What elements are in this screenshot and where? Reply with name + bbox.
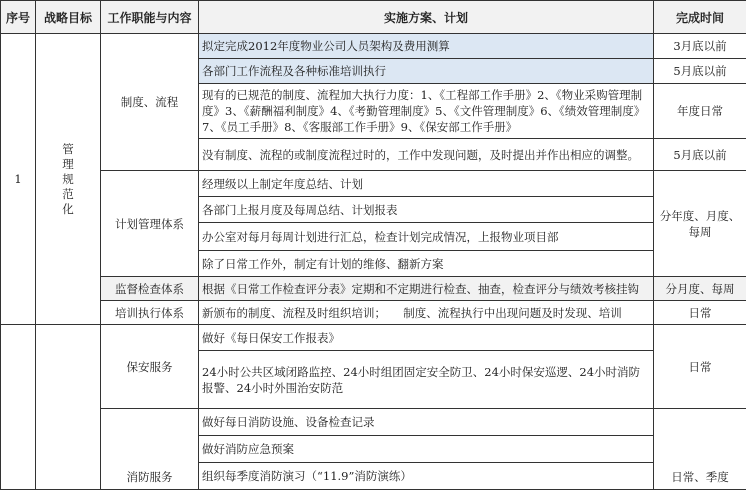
plan-cell: 各部门工作流程及各种标准培训执行 [199, 59, 654, 84]
header-goal: 战略目标 [36, 1, 101, 34]
plan-cell: 各部门上报月度及每周总结、计划报表 [199, 197, 654, 223]
time-cell: 日常、季度 [654, 409, 746, 490]
strategic-goal-cell [36, 325, 101, 490]
time-cell: 5月底以前 [654, 59, 746, 84]
header-row [1, 1, 746, 34]
plan-cell: 24小时公共区域闭路监控、24小时组团固定安全防卫、24小时保安巡逻、24小时消防报警、24小时外围治安防范 [199, 351, 654, 409]
table-row [1, 277, 746, 301]
function-cell: 保安服务 [101, 325, 199, 409]
plan-cell: 组织每季度消防演习（“11.9”消防演练） [199, 463, 654, 490]
table-row [1, 34, 746, 59]
table-row [1, 325, 746, 351]
plan-cell: 做好《每日保安工作报表》 [199, 325, 654, 351]
section-number [1, 325, 36, 490]
plan-cell: 根据《日常工作检查评分表》定期和不定期进行检查、抽查，检查评分与绩效考核挂钩 [199, 277, 654, 301]
plan-cell: 经理级以上制定年度总结、计划 [199, 171, 654, 197]
plan-cell: 没有制度、流程的或制度流程过时的，工作中发现问题，及时提出并作出相应的调整。 [199, 139, 654, 171]
plan-cell: 新颁布的制度、流程及时组织培训； 制度、流程执行中出现问题及时发现、培训 [199, 301, 654, 325]
strategic-goal-text: 管理规范化 [62, 141, 74, 216]
header-no: 序号 [1, 1, 36, 34]
header-plan: 实施方案、计划 [199, 1, 654, 34]
plan-cell: 做好每日消防设施、设备检查记录 [199, 409, 654, 436]
function-cell: 计划管理体系 [101, 171, 199, 277]
function-cell: 培训执行体系 [101, 301, 199, 325]
time-cell: 日常 [654, 301, 746, 325]
time-cell: 年度日常 [654, 84, 746, 139]
header-function: 工作职能与内容 [101, 1, 199, 34]
table-row [1, 301, 746, 325]
table-row [1, 409, 746, 436]
time-cell: 分月度、每周 [654, 277, 746, 301]
time-cell: 日常 [654, 325, 746, 409]
function-cell: 制度、流程 [101, 34, 199, 171]
plan-cell: 拟定完成2012年度物业公司人员架构及费用测算 [199, 34, 654, 59]
strategic-goal-cell [36, 34, 101, 325]
function-cell: 消防服务 [101, 409, 199, 490]
header-time: 完成时间 [654, 1, 746, 34]
time-cell: 3月底以前 [654, 34, 746, 59]
plan-cell: 除了日常工作外，制定有计划的维修、翻新方案 [199, 251, 654, 277]
time-cell: 分年度、月度、每周 [654, 171, 746, 277]
function-cell: 监督检查体系 [101, 277, 199, 301]
plan-cell: 做好消防应急预案 [199, 436, 654, 463]
table-row [1, 171, 746, 197]
plan-cell: 办公室对每月每周计划进行汇总，检查计划完成情况，上报物业项目部 [199, 223, 654, 251]
plan-cell: 现有的已规范的制度、流程加大执行力度：1、《工程部工作手册》2、《物业采购管理制度》3、《薪酬福利制度》4、《考勤管理制度》5、《文件管理制度》6、《绩效管理制度》7、《员工手册》8、《客服部工作手册》9、《保安部工作手册》 [199, 84, 654, 139]
time-cell: 5月底以前 [654, 139, 746, 171]
section-number: 1 [1, 34, 36, 325]
